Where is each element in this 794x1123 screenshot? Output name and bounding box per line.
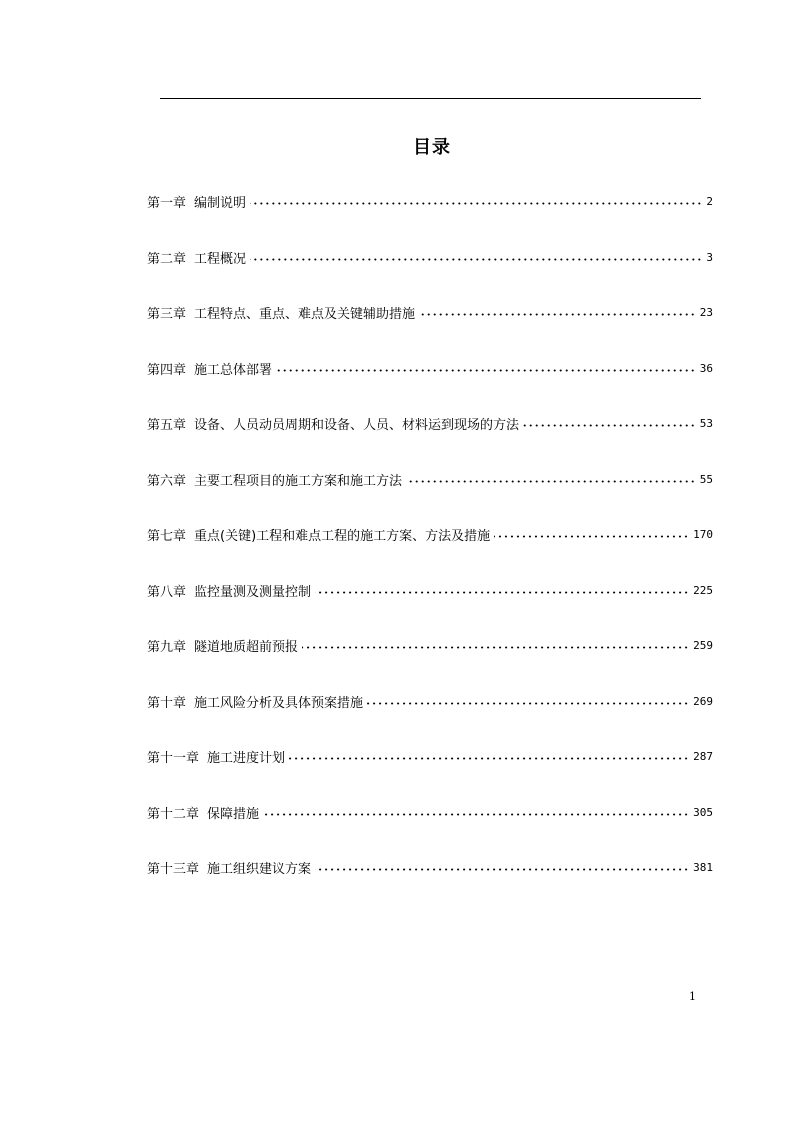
toc-heading: 设备、人员动员周期和设备、人员、材料运到现场的方法 — [194, 417, 520, 433]
toc-page-number: 170 — [693, 527, 713, 541]
toc-leader-dots — [523, 424, 696, 427]
toc-heading: 施工总体部署 — [194, 362, 273, 378]
toc-leader-dots — [315, 591, 689, 594]
toc-heading: 工程概况 — [194, 251, 247, 267]
toc-heading: 编制说明 — [194, 195, 247, 211]
toc-chapter: 第十三章 — [147, 861, 200, 877]
toc-heading: 施工风险分析及具体预案措施 — [194, 695, 364, 711]
toc-heading: 保障措施 — [207, 806, 260, 822]
toc-page-number: 36 — [699, 361, 713, 375]
toc-title: 目录 — [413, 137, 451, 158]
toc-entry[interactable] — [147, 301, 713, 323]
toc-chapter: 第四章 — [147, 362, 187, 378]
toc-page-number: 2 — [706, 194, 713, 208]
toc-chapter: 第二章 — [147, 251, 187, 267]
page-number: 1 — [689, 990, 696, 1003]
toc-entry[interactable] — [147, 412, 713, 434]
toc-leader-dots — [250, 258, 702, 261]
toc-chapter: 第七章 — [147, 528, 187, 544]
toc-heading: 监控量测及测量控制 — [194, 584, 312, 600]
toc-chapter: 第十章 — [147, 695, 187, 711]
toc-leader-dots — [263, 813, 689, 816]
toc-entry[interactable] — [147, 357, 713, 379]
toc-entry[interactable] — [147, 579, 713, 601]
toc-leader-dots — [250, 202, 702, 205]
toc-chapter: 第九章 — [147, 639, 187, 655]
toc-entry[interactable] — [147, 690, 713, 712]
toc-leader-dots — [367, 702, 689, 705]
toc-entry[interactable] — [147, 856, 713, 878]
toc-leader-dots — [494, 535, 689, 538]
toc-page-number: 55 — [699, 472, 713, 486]
toc-chapter: 第五章 — [147, 417, 187, 433]
toc-leader-dots — [419, 313, 696, 316]
toc-leader-dots — [315, 868, 689, 871]
toc-page-number: 3 — [706, 250, 713, 264]
toc-heading: 主要工程项目的施工方案和施工方法 — [194, 473, 403, 489]
toc-entry[interactable] — [147, 468, 713, 490]
toc-chapter: 第三章 — [147, 306, 187, 322]
toc-leader-dots — [276, 369, 696, 372]
toc-leader-dots — [289, 757, 689, 760]
toc-chapter: 第十一章 — [147, 750, 200, 766]
toc-leader-dots — [302, 646, 689, 649]
toc-entry[interactable] — [147, 801, 713, 823]
toc-heading: 隧道地质超前预报 — [194, 639, 299, 655]
toc-chapter: 第十二章 — [147, 806, 200, 822]
toc-entry[interactable] — [147, 190, 713, 212]
toc-entry[interactable] — [147, 523, 713, 545]
toc-page-number: 305 — [693, 805, 713, 819]
toc-entry[interactable] — [147, 634, 713, 656]
toc-leader-dots — [406, 480, 696, 483]
toc-heading: 施工组织建议方案 — [207, 861, 312, 877]
toc-heading: 重点(关键)工程和难点工程的施工方案、方法及措施 — [194, 528, 491, 544]
toc-page-number: 23 — [699, 305, 713, 319]
toc-page-number: 259 — [693, 638, 713, 652]
header-rule — [160, 98, 701, 99]
toc-entry[interactable] — [147, 745, 713, 767]
toc-heading: 施工进度计划 — [207, 750, 286, 766]
toc-chapter: 第六章 — [147, 473, 187, 489]
toc-page-number: 53 — [699, 416, 713, 430]
toc-page-number: 225 — [693, 583, 713, 597]
toc-page-number: 381 — [693, 860, 713, 874]
toc-page-number: 269 — [693, 694, 713, 708]
toc-entry[interactable] — [147, 246, 713, 268]
toc-chapter: 第一章 — [147, 195, 187, 211]
toc-page-number: 287 — [693, 749, 713, 763]
toc-chapter: 第八章 — [147, 584, 187, 600]
toc-heading: 工程特点、重点、难点及关键辅助措施 — [194, 306, 416, 322]
